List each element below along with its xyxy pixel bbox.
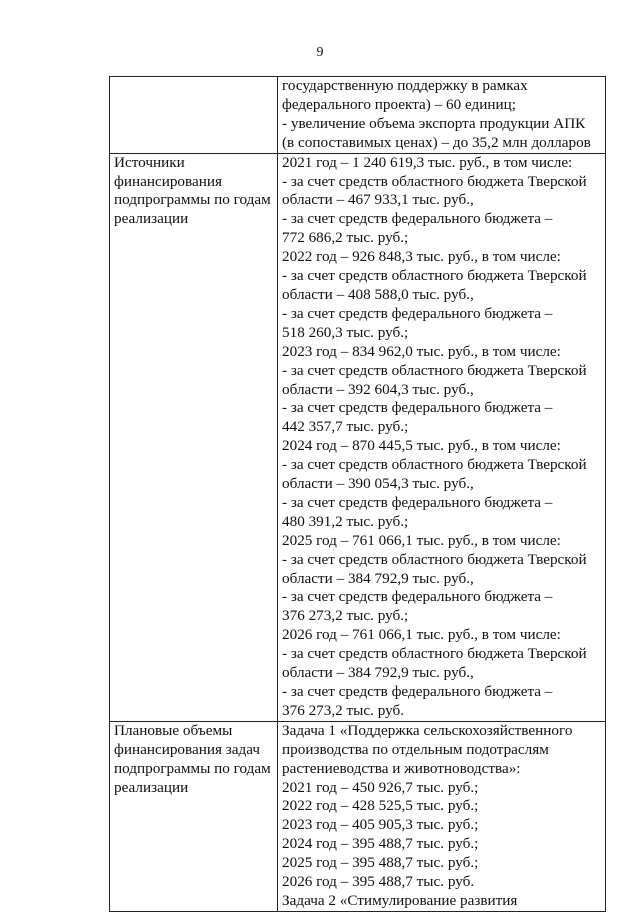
funding-sources-row: [110, 153, 606, 721]
label-line: реализации: [114, 210, 189, 228]
page-number: 9: [316, 45, 324, 60]
content-line: 2024 год – 870 445,5 тыс. руб., в том числе:: [282, 437, 561, 455]
row-content-cell: [278, 721, 606, 911]
content-line: 376 273,2 тыс. руб.: [282, 701, 405, 719]
planned-task-funding-row: [110, 721, 606, 911]
content-line: - за счет средств федерального бюджета –: [282, 210, 553, 228]
content-line: - за счет средств областного бюджета Тверской: [282, 456, 587, 474]
content-line: области – 408 588,0 тыс. руб.,: [282, 285, 474, 303]
content-line: - за счет средств федерального бюджета –: [282, 304, 553, 322]
content-line: области – 392 604,3 тыс. руб.,: [282, 380, 474, 398]
content-line: области – 384 792,9 тыс. руб.,: [282, 569, 474, 587]
row-content-cell: [278, 153, 606, 721]
content-line: 2023 год – 834 962,0 тыс. руб., в том числе:: [282, 342, 561, 360]
content-line: - за счет средств федерального бюджета –: [282, 683, 553, 700]
content-line: - за счет средств областного бюджета Тверской: [282, 267, 587, 285]
content-line: 2022 год – 926 848,3 тыс. руб., в том числе:: [282, 248, 561, 266]
content-line: области – 390 054,3 тыс. руб.,: [282, 475, 474, 493]
content-line: - за счет средств федерального бюджета –: [282, 588, 553, 606]
content-line: 480 391,2 тыс. руб.;: [282, 512, 409, 530]
content-line: - за счет средств федерального бюджета –: [282, 399, 553, 417]
content-line: Задача 1 «Поддержка сельскохозяйственного: [282, 721, 573, 739]
row-label-cell: [110, 153, 278, 721]
content-line: 376 273,2 тыс. руб.;: [282, 607, 409, 625]
content-line: 2025 год – 761 066,1 тыс. руб., в том числе:: [282, 531, 561, 549]
label-line: Плановые объемы: [114, 721, 233, 739]
label-line: финансирования: [114, 172, 222, 190]
content-line: - за счет средств федерального бюджета –: [282, 493, 553, 511]
content-line: 2023 год – 405 905,3 тыс. руб.;: [282, 816, 479, 834]
label-line: Источники: [114, 153, 185, 171]
content-line: - за счет средств областного бюджета Тверской: [282, 550, 587, 568]
content-line: 2022 год – 428 525,5 тыс. руб.;: [282, 797, 479, 815]
label-line: реализации: [114, 778, 189, 796]
content-line: - за счет средств областного бюджета Тверской: [282, 361, 587, 379]
content-line: федерального проекта) – 60 единиц;: [282, 95, 516, 113]
content-line: (в сопоставимых ценах) – до 35,2 млн долларов: [282, 133, 591, 151]
content-line: 518 260,3 тыс. руб.;: [282, 323, 409, 341]
subprogram-passport-table: [109, 76, 606, 912]
content-line: - за счет средств областного бюджета Тверской: [282, 645, 587, 663]
content-line: 772 686,2 тыс. руб.;: [282, 229, 409, 247]
content-line: области – 467 933,1 тыс. руб.,: [282, 191, 474, 209]
content-line: государственную поддержку в рамках: [282, 77, 528, 94]
content-line: 2021 год – 1 240 619,3 тыс. руб., в том числе:: [282, 153, 573, 171]
results-continuation-row: [110, 77, 606, 154]
content-line: 442 357,7 тыс. руб.;: [282, 418, 409, 436]
content-line: 2024 год – 395 488,7 тыс. руб.;: [282, 835, 479, 853]
label-line: финансирования задач: [114, 740, 261, 758]
label-line: подпрограммы по годам: [114, 759, 271, 777]
row-label-cell: [110, 77, 278, 154]
content-line: 2025 год – 395 488,7 тыс. руб.;: [282, 854, 479, 872]
content-line: производства по отдельным подотраслям: [282, 740, 549, 758]
content-line: 2026 год – 395 488,7 тыс. руб.: [282, 873, 475, 891]
content-line: - за счет средств областного бюджета Тверской: [282, 172, 587, 190]
label-line: подпрограммы по годам: [114, 191, 271, 209]
content-line: растениеводства и животноводства»:: [282, 759, 521, 777]
content-line: 2021 год – 450 926,7 тыс. руб.;: [282, 778, 479, 796]
content-line: - увеличение объема экспорта продукции АПК: [282, 114, 586, 132]
row-content-cell: [278, 77, 606, 154]
content-line: Задача 2 «Стимулирование развития: [282, 891, 518, 909]
content-line: 2026 год – 761 066,1 тыс. руб., в том числе:: [282, 626, 561, 644]
row-label-cell: [110, 721, 278, 911]
content-line: области – 384 792,9 тыс. руб.,: [282, 664, 474, 682]
